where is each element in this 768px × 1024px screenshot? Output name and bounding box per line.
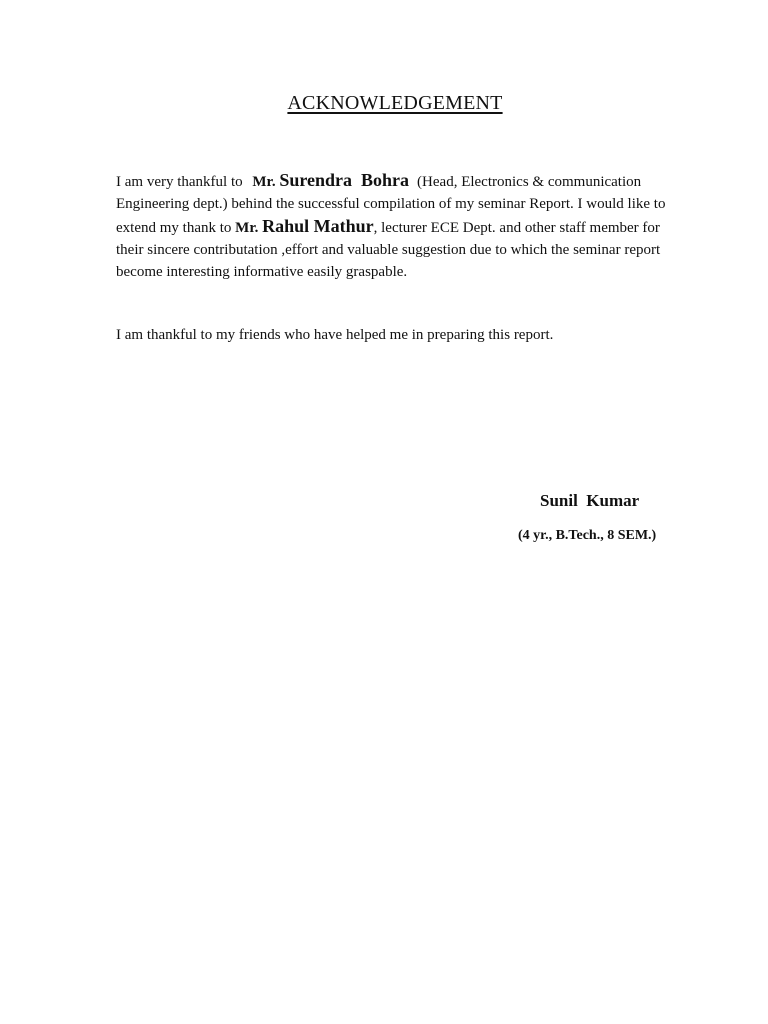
signature-name: Sunil Kumar	[540, 491, 640, 510]
paragraph-body-part2: , lecturer ECE Dept. and other staff member for their sincere contributation ,effort and valuable suggestion due to which the seminar report become interesting informative easily graspable.	[116, 220, 661, 280]
acknowledgement-paragraph	[116, 169, 676, 283]
paragraph-body-part1: (Head, Electronics & communication Engineering dept.) behind the successful compilation of my seminar Report. I would like to extend my thank to	[116, 174, 666, 236]
page-title: ACKNOWLEDGEMENT	[287, 92, 503, 114]
honorific-mr: Mr.	[252, 174, 276, 190]
person-name-rahul-mathur: Rahul Mathur	[262, 216, 374, 236]
honorific-mr: Mr.	[235, 220, 259, 236]
friends-paragraph: I am thankful to my friends who have helped me in preparing this report.	[116, 327, 554, 343]
person-name-surendra-bohra: Surendra Bohra	[279, 170, 410, 190]
signature-details: (4 yr., B.Tech., 8 SEM.)	[518, 528, 657, 543]
paragraph-intro: I am very thankful to	[116, 174, 243, 190]
